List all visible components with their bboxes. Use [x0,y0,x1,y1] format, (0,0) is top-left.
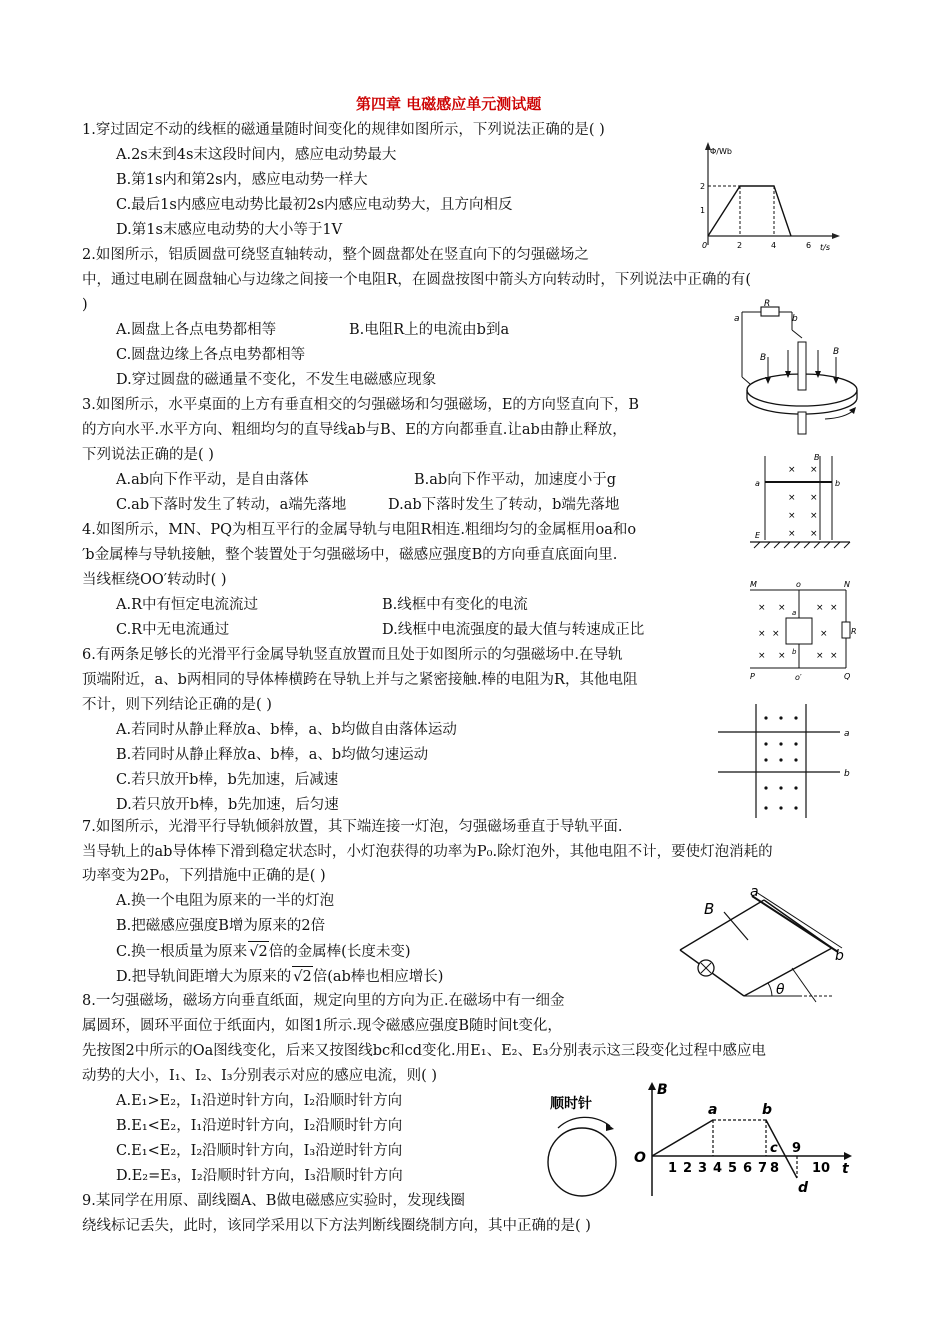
q1-y2: 2 [700,182,706,191]
q4-label-a: a [792,609,797,617]
q3-end-b: b [835,479,841,488]
q7-rod-b: b [835,948,844,964]
svg-text:×: × [788,493,796,503]
q4-label-m: M [750,580,757,589]
q7-option-d: D.把导轨间距增大为原来的 √2倍(ab棒也相应增长) [116,966,443,987]
q7-rod-a: a [750,884,759,900]
q8-field-graph [624,1080,856,1198]
q2-option-b: B.电阻R上的电流由b到a [349,322,510,338]
q1-x6: 6 [806,241,812,250]
q8-point-d: d [798,1180,809,1196]
q8-point-b: b [762,1102,773,1118]
q2-point-a: a [734,314,740,324]
q4-label-n: N [844,580,850,589]
svg-text:×: × [758,603,766,613]
q3-field-e-label: E [755,531,761,540]
q8-option-d: D.E₂=E₃，I₂沿顺时针方向，I₃沿顺时针方向 [116,1168,403,1184]
q2-disk-figure [730,299,860,437]
q8-tick-label: 7 [758,1161,768,1176]
svg-text:×: × [788,529,796,539]
q4-label-b: b [792,648,797,656]
q2-option-a: A.圆盘上各点电势都相等 [116,322,277,338]
q7-stem-line1: 7.如图所示，光滑平行导轨倾斜放置，其下端连接一灯泡，匀强磁场垂直于导轨平面. [82,819,623,835]
q2-field-label-left: B [760,353,767,363]
q8-tick-label: 3 [698,1161,708,1176]
q1-flux-graph [696,140,841,255]
svg-text:×: × [778,603,786,613]
q1-xlabel: t/s [820,243,830,252]
q8-option-b: B.E₁<E₂，I₁沿逆时针方向，I₂沿顺时针方向 [116,1118,403,1134]
q9-stem-line2: 绕线标记丢失，此时，该同学采用以下方法判断线圈绕制方向，其中正确的是( ) [82,1218,591,1234]
q8-option-a: A.E₁>E₂，I₁沿逆时针方向，I₂沿顺时针方向 [116,1093,403,1109]
svg-text:×: × [830,603,838,613]
q6-option-d: D.若只放开b棒，b先加速，后匀速 [116,797,339,813]
q4-label-o: o [796,580,801,589]
q6-option-a: A.若同时从静止释放a、b棒，a、b均做自由落体运动 [116,722,457,738]
q6-stem-line2: 顶端附近，a、b两相同的导体棒横跨在导轨上并与之紧密接触.棒的电阻为R，其他电阻 [82,672,638,688]
q1-ylabel: Φ/Wb [710,147,732,156]
q1-option-c: C.最后1s内感应电动势比最初2s内感应电动势大，且方向相反 [116,197,513,213]
q3-field-figure [750,452,850,548]
q8-axis-b-label: B [657,1082,668,1098]
svg-text:×: × [816,603,824,613]
q8-stem-line4: 动势的大小，I₁、I₂、I₃分别表示对应的感应电流，则( ) [82,1068,438,1084]
q8-tick-9: 9 [792,1141,802,1156]
q7-stem-line3: 功率变为2P₀，下列措施中正确的是( ) [82,868,326,884]
q1-stem: 1.穿过固定不动的线框的磁通量随时间变化的规律如图所示，下列说法正确的是( ) [82,122,605,138]
q8-tick-label: 6 [743,1161,753,1176]
q8-tick-label: 5 [728,1161,738,1176]
q4-option-a: A.R中有恒定电流流过 [116,597,258,613]
svg-text:×: × [810,511,818,521]
q7-field-label: B [704,900,715,918]
q4-option-d: D.线框中电流强度的最大值与转速成正比 [382,622,645,638]
q8-stem-line3: 先按图2中所示的Oa图线变化，后来又按图线bc和cd变化.用E₁、E₂、E₃分别表示这三段变化过程中感应电 [82,1043,766,1059]
q1-y1: 1 [700,206,706,215]
q8-origin-label: O [634,1150,646,1166]
q4-label-q: Q [844,672,851,681]
q3-stem-line3: 下列说法正确的是( ) [82,447,214,463]
q8-stem-line1: 8.一匀强磁场，磁场方向垂直纸面，规定向里的方向为正.在磁场中有一细金 [82,993,565,1009]
q2-point-b: b [792,314,798,324]
svg-text:×: × [810,493,818,503]
q4-stem-line3: 当线框绕OO′转动时( ) [82,572,227,588]
q9-stem-line1: 9.某同学在用原、副线圈A、B做电磁感应实验时，发现线圈 [82,1193,465,1209]
svg-text:×: × [758,629,766,639]
q7-angle-label: θ [776,982,785,998]
q2-option-d: D.穿过圆盘的磁通量不变化，不发生电磁感应现象 [116,372,437,388]
q8-axis-t-label: t [842,1161,849,1177]
svg-text:×: × [788,465,796,475]
q4-option-c: C.R中无电流通过 [116,622,230,638]
q1-x0: 0 [702,241,708,250]
page-title: 第四章 电磁感应单元测试题 [356,95,542,113]
q7-option-a: A.换一个电阻为原来的一半的灯泡 [116,893,335,909]
q7-option-c-sqrt: 2 [258,944,268,960]
svg-text:×: × [788,511,796,521]
q8-tick-label: 4 [713,1161,723,1176]
q4-resistor-label: R [851,627,857,636]
q4-stem-line1: 4.如图所示，MN、PQ为相互平行的金属导轨与电阻R相连.粗细均匀的金属框用oa和o [82,522,637,538]
q7-option-d-sqrt: 2 [302,969,312,985]
q8-point-c: c [770,1141,778,1156]
svg-text:×: × [810,465,818,475]
q4-frame-figure [748,578,856,683]
q8-tick-label: 8 [770,1161,780,1176]
svg-text:×: × [816,651,824,661]
q3-stem-line2: 的方向水平.水平方向、粗细均匀的直导线ab与B、E的方向都垂直.让ab由静止释放， [82,422,627,438]
q3-option-d: D.ab下落时发生了转动，b端先落地 [388,497,620,513]
q7-option-c: C.换一根质量为原来 √2倍的金属棒(长度未变) [116,941,411,962]
q3-option-c: C.ab下落时发生了转动，a端先落地 [116,497,347,513]
q6-stem-line1: 6.有两条足够长的光滑平行金属导轨竖直放置而且处于如图所示的匀强磁场中.在导轨 [82,647,623,663]
q4-stem-line2: ′b金属棒与导轨接触，整个装置处于匀强磁场中，磁感应强度B的方向垂直底面向里. [82,547,618,563]
q2-stem-line2: 中，通过电刷在圆盘轴心与边缘之间接一个电阻R，在圆盘按图中箭头方向转动时，下列说法中正确的有( [82,272,752,288]
q3-option-b: B.ab向下作平动，加速度小于g [414,472,616,488]
q2-stem-line1: 2.如图所示，铝质圆盘可绕竖直轴转动，整个圆盘都处在竖直向下的匀强磁场之 [82,247,589,263]
q2-option-c: C.圆盘边缘上各点电势都相等 [116,347,306,363]
q2-resistor-label: R [764,299,771,309]
q6-rod-a: a [844,729,850,739]
q2-field-label-right: B [833,347,840,357]
q3-end-a: a [755,479,760,488]
q1-option-d: D.第1s末感应电动势的大小等于1V [116,222,343,238]
q1-flux-line [708,186,791,236]
q3-stem-line1: 3.如图所示，水平桌面的上方有垂直相交的匀强磁场和匀强磁场，E的方向竖直向下，B [82,397,640,413]
q8-tick-label: 10 [812,1161,831,1176]
q1-option-b: B.第1s内和第2s内，感应电动势一样大 [116,172,368,188]
q2-stem-line3: ) [82,297,88,313]
q3-field-b-label: B [814,453,820,462]
q7-stem-line2: 当导轨上的ab导体棒下滑到稳定状态时，小灯泡获得的功率为P₀.除灯泡外，其他电阻不计，要使灯泡消耗的 [82,844,773,860]
q6-option-c: C.若只放开b棒，b先加速，后减速 [116,772,339,788]
q8-clockwise-label: 顺时针 [550,1096,592,1112]
svg-text:×: × [758,651,766,661]
svg-text:×: × [830,651,838,661]
q8-tick-label: 1 [668,1161,678,1176]
q1-option-a: A.2s末到4s末这段时间内，感应电动势最大 [116,147,397,163]
q4-label-p: P [750,672,755,681]
q8-option-c: C.E₁<E₂，I₂沿顺时针方向，I₃沿逆时针方向 [116,1143,403,1159]
q6-stem-line3: 不计，则下列结论正确的是( ) [82,697,272,713]
q8-tick-label: 2 [683,1161,693,1176]
q1-x4: 4 [771,241,777,250]
q6-rails-figure [716,702,856,820]
q4-option-b: B.线框中有变化的电流 [382,597,528,613]
q1-x2: 2 [737,241,743,250]
q4-label-o-prime: o′ [795,673,802,682]
q3-option-a: A.ab向下作平动，是自由落体 [116,472,309,488]
q7-option-b: B.把磁感应强度B增为原来的2倍 [116,918,326,934]
q6-option-b: B.若同时从静止释放a、b棒，a、b均做匀速运动 [116,747,429,763]
q6-rod-b: b [844,769,850,779]
svg-text:×: × [820,629,828,639]
q7-incline-figure [672,884,852,1002]
q8-stem-line2: 属圆环，圆环平面位于纸面内，如图1所示.现令磁感应强度B随时间t变化， [82,1018,562,1034]
q8-point-a: a [708,1102,718,1118]
svg-text:×: × [772,629,780,639]
svg-text:×: × [778,651,786,661]
svg-text:×: × [810,529,818,539]
